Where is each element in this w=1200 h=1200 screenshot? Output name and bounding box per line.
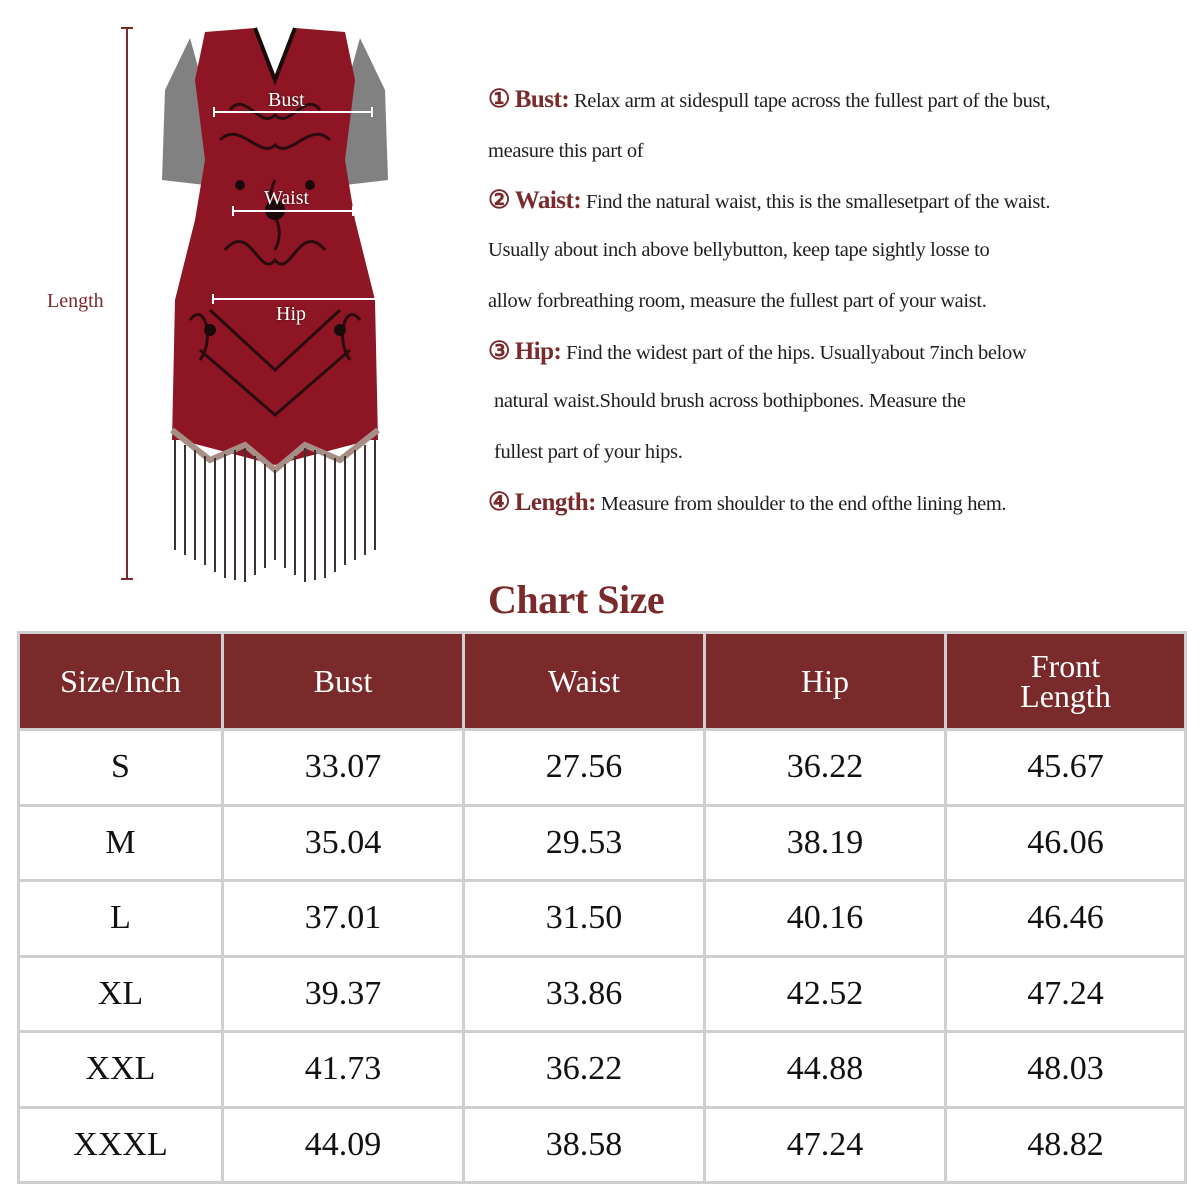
waist-text-line: Find the natural waist, this is the smallesetpart of the waist. [585,191,1051,213]
waist-left-cap [232,206,234,216]
hip-number: ③ [488,338,510,365]
cell-bust: 44.09 [223,1107,464,1183]
bust-number: ① [488,86,510,113]
cell-front-length: 48.03 [946,1032,1186,1108]
waist-number: ② [488,187,510,214]
cell-bust: 35.04 [223,805,464,881]
table-row [19,805,1186,881]
cell-size: S [19,730,223,806]
cell-hip: 47.24 [705,1107,946,1183]
header-bust: Bust [223,633,464,730]
cell-waist: 33.86 [464,956,705,1032]
hip-right-cap [376,294,378,304]
table-row [19,956,1186,1032]
cell-bust: 39.37 [223,956,464,1032]
table-row [19,1107,1186,1183]
waist-label: Waist [264,187,310,209]
cell-bust: 37.01 [223,881,464,957]
cell-size: XL [19,956,223,1032]
cell-waist: 29.53 [464,805,705,881]
waist-right-cap [352,206,354,216]
length-text-line: Measure from shoulder to the end ofthe lining hem. [600,493,1007,515]
cell-hip: 42.52 [705,956,946,1032]
table-row [19,1032,1186,1108]
table-row [19,730,1186,806]
length-heading: Length: [514,489,596,516]
length-label: Length [47,290,104,312]
length-bottom-cap [121,578,133,580]
cell-size: L [19,881,223,957]
size-chart-table [17,631,1187,1184]
waist-text-line: Usually about inch above bellybutton, keep tape sightly losse to [488,239,990,261]
waist-measure-line [232,210,354,212]
waist-heading: Waist: [514,187,582,214]
cell-size: XXL [19,1032,223,1108]
chart-title: Chart Size [488,577,665,622]
table-row [19,881,1186,957]
measurement-figure [0,0,470,600]
bust-text-line: measure this part of [488,140,644,162]
waist-text-line: allow forbreathing room, measure the fullest part of your waist. [488,290,987,312]
header-waist: Waist [464,633,705,730]
cell-hip: 44.88 [705,1032,946,1108]
cell-hip: 38.19 [705,805,946,881]
instruction-bust [488,84,1050,114]
cell-waist: 31.50 [464,881,705,957]
cell-waist: 36.22 [464,1032,705,1108]
length-number: ④ [488,489,510,516]
table-header-row [19,633,1186,730]
cell-waist: 27.56 [464,730,705,806]
instruction-length [488,487,1006,517]
cell-hip: 36.22 [705,730,946,806]
header-front-length: Front Length [946,633,1186,730]
bust-heading: Bust: [514,86,570,113]
hip-label: Hip [276,303,306,325]
bust-label: Bust [268,89,305,111]
cell-front-length: 46.06 [946,805,1186,881]
cell-size: M [19,805,223,881]
cell-bust: 41.73 [223,1032,464,1108]
cell-front-length: 48.82 [946,1107,1186,1183]
hip-heading: Hip: [514,338,562,365]
cell-front-length: 47.24 [946,956,1186,1032]
hip-text-line: Find the widest part of the hips. Usuallyabout 7inch below [566,342,1027,364]
header-hip: Hip [705,633,946,730]
cell-size: XXXL [19,1107,223,1183]
cell-front-length: 46.46 [946,881,1186,957]
cell-hip: 40.16 [705,881,946,957]
header-size: Size/Inch [19,633,223,730]
hip-left-cap [212,294,214,304]
instruction-hip [488,336,1026,366]
cell-bust: 33.07 [223,730,464,806]
bust-right-cap [371,107,373,117]
cell-front-length: 45.67 [946,730,1186,806]
hip-text-line: fullest part of your hips. [494,441,683,463]
length-measure-line [126,28,128,580]
instruction-waist [488,185,1050,215]
bust-text-line: Relax arm at sidespull tape across the fullest part of the bust, [573,90,1051,112]
cell-waist: 38.58 [464,1107,705,1183]
hip-text-line: natural waist.Should brush across bothipbones. Measure the [494,390,966,412]
bust-left-cap [213,107,215,117]
hip-measure-line [212,298,378,300]
